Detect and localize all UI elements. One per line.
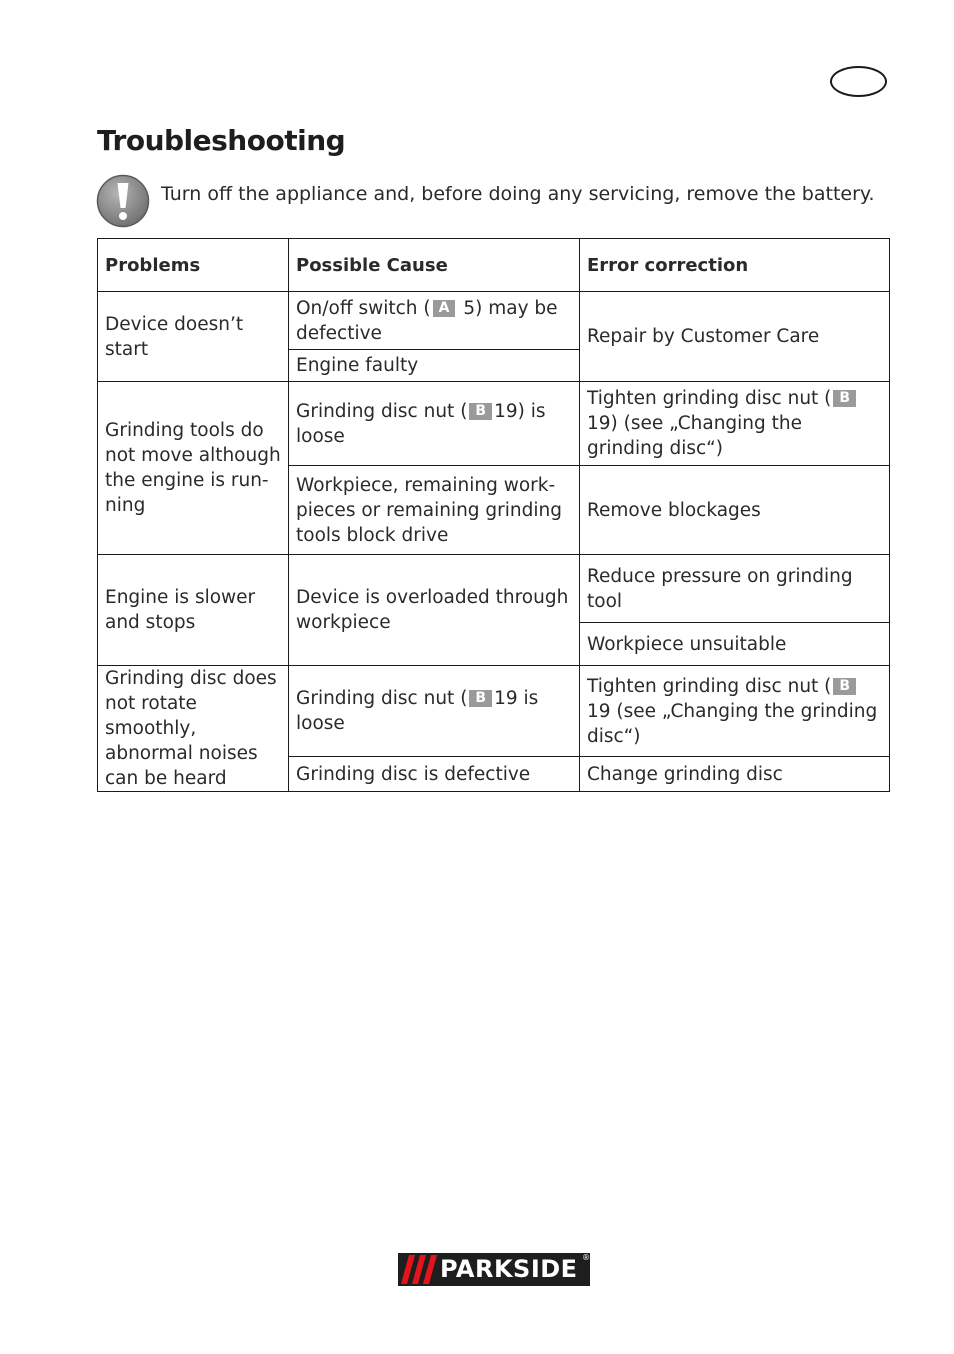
cause-cell: Grinding disc nut ( B 19 is loose	[289, 666, 580, 757]
correction-cell: Tighten grinding disc nut ( B 19 (see „Changing the grinding disc“)	[580, 666, 890, 757]
registered-mark: ®	[582, 1253, 590, 1262]
problem-cell: Engine is slower and stops	[98, 555, 289, 666]
language-badge	[830, 66, 887, 97]
correction-cell: Workpiece unsuitable	[580, 623, 890, 666]
correction-cell: Reduce pressure on grinding tool	[580, 555, 890, 623]
table-row	[98, 666, 890, 757]
header-possible-cause: Possible Cause	[289, 239, 580, 292]
page-title: Troubleshooting	[97, 124, 346, 157]
problem-cell: Device doesn’t start	[98, 292, 289, 382]
figure-ref-badge: B	[469, 690, 492, 707]
correction-cell: Tighten grinding disc nut ( B 19) (see „Changing the grinding disc“)	[580, 382, 890, 466]
figure-ref-badge: B	[833, 390, 856, 407]
table-header-row	[98, 239, 890, 292]
header-error-correction: Error correction	[580, 239, 890, 292]
logo-stripes-icon	[401, 1255, 437, 1284]
table-row	[98, 292, 890, 350]
figure-ref-badge: B	[469, 403, 492, 420]
troubleshooting-table	[97, 238, 890, 792]
correction-cell: Change grinding disc	[580, 757, 890, 792]
parkside-logo	[398, 1253, 590, 1286]
cause-cell: On/off switch ( A 5) may be defective	[289, 292, 580, 350]
problem-cell: Grinding disc does not rotate smoothly, abnormal noises can be heard	[98, 666, 289, 792]
table-row	[98, 555, 890, 623]
cause-cell: Grinding disc is defective	[289, 757, 580, 792]
cause-cell: Grinding disc nut ( B 19) is loose	[289, 382, 580, 466]
correction-cell: Remove blockages	[580, 466, 890, 555]
warning-message: Turn off the appliance and, before doing any servicing, remove the battery.	[161, 183, 875, 205]
logo-text: PARKSIDE	[440, 1255, 578, 1283]
cause-cell: Device is overloaded through workpiece	[289, 555, 580, 666]
figure-ref-badge: B	[833, 678, 856, 695]
figure-ref-badge: A	[433, 300, 456, 317]
table-row	[98, 382, 890, 466]
cause-cell: Workpiece, remaining work-pieces or remaining grinding tools block drive	[289, 466, 580, 555]
problem-cell: Grinding tools do not move although the engine is run-ning	[98, 382, 289, 555]
cause-cell: Engine faulty	[289, 350, 580, 382]
header-problems: Problems	[98, 239, 289, 292]
correction-cell: Repair by Customer Care	[580, 292, 890, 382]
warning-icon	[96, 174, 150, 228]
